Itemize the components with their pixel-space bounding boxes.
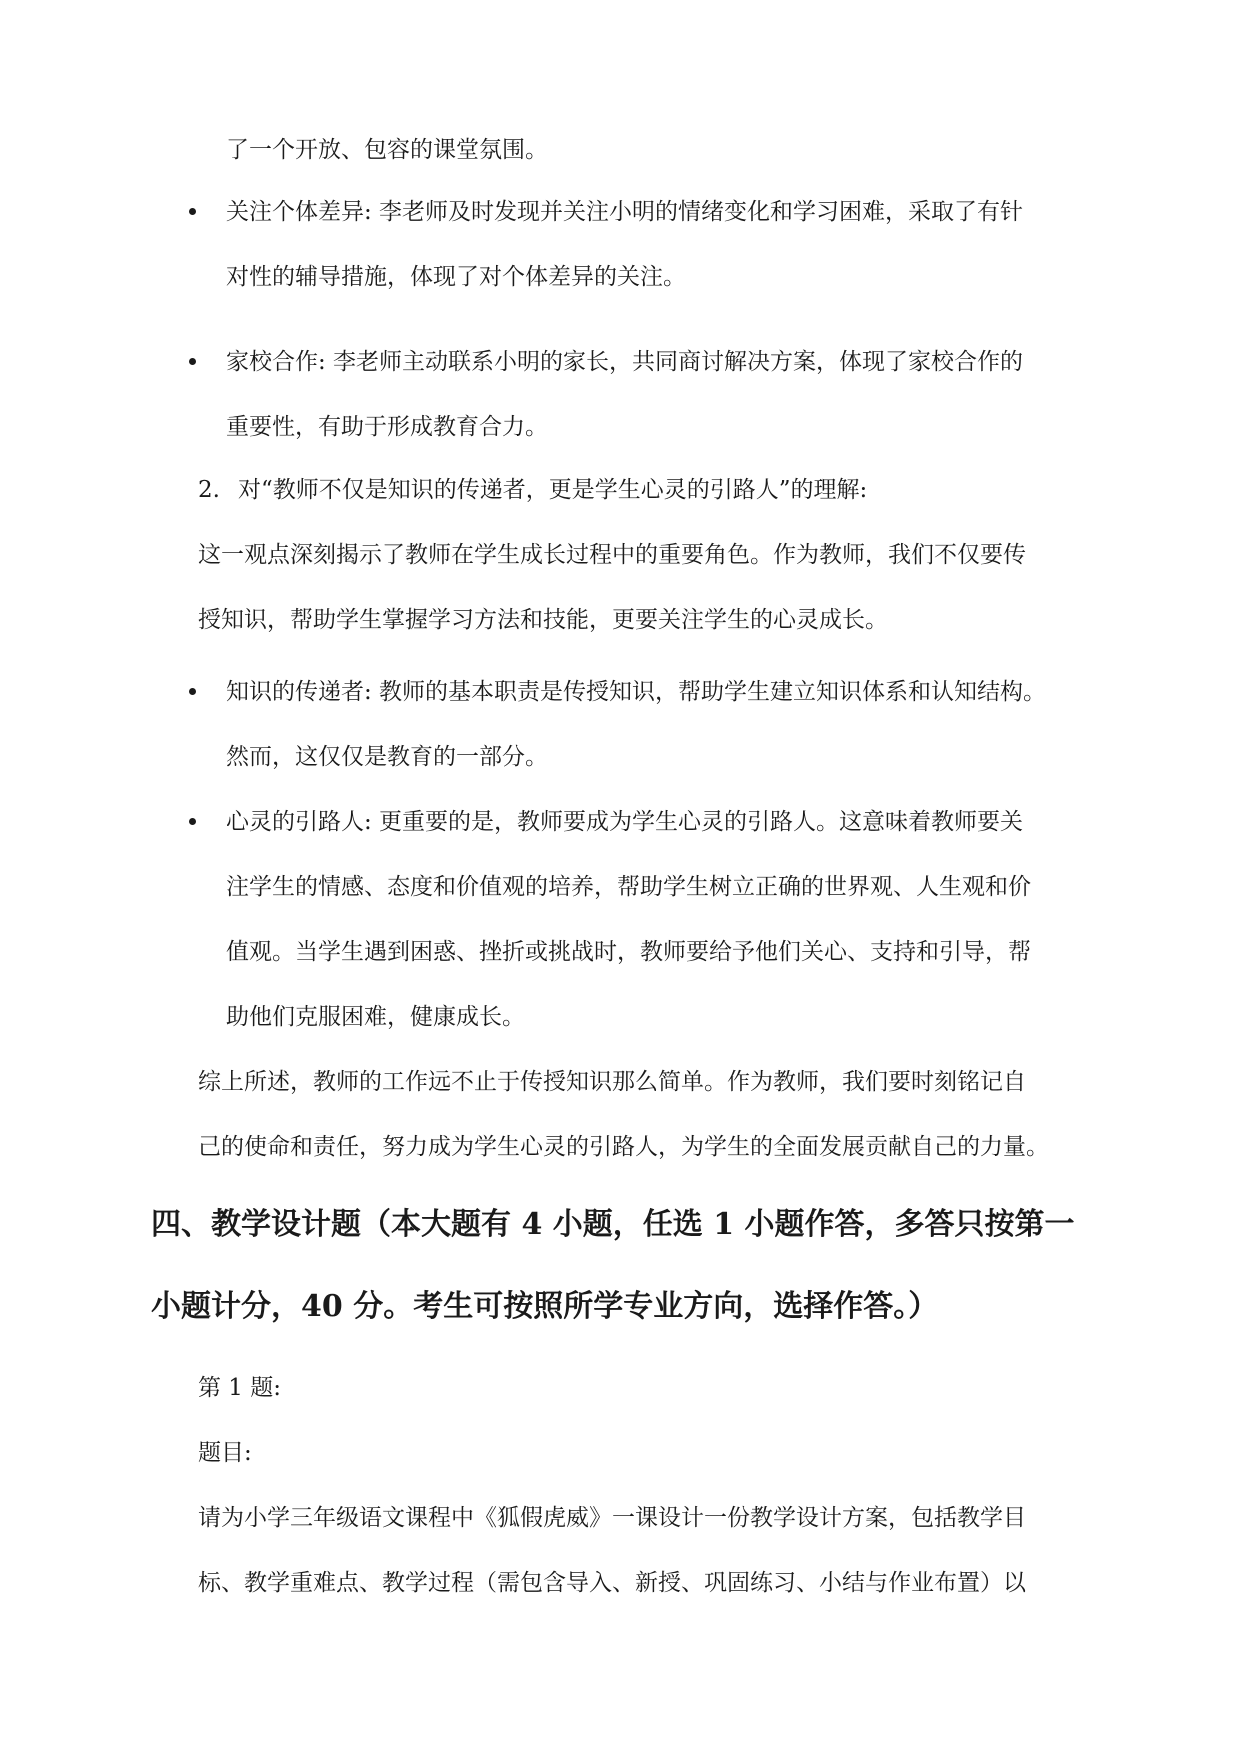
bullet-text: 对性的辅导措施，体现了对个体差异的关注。	[226, 264, 686, 290]
bullet-text: 然而，这仅仅是教育的一部分。	[226, 744, 548, 770]
bullet-text: 知识的传递者: 教师的基本职责是传授知识，帮助学生建立知识体系和认知结构。	[226, 679, 1047, 705]
summary-line: 综上所述，教师的工作远不止于传授知识那么简单。作为教师，我们要时刻铭记自	[198, 1069, 1026, 1095]
topic-label: 题目:	[198, 1440, 252, 1466]
question-text: 标、教学重难点、教学过程（需包含导入、新授、巩固练习、小结与作业布置）以	[198, 1570, 1026, 1596]
continued-line: 了一个开放、包容的课堂氛围。	[226, 137, 548, 163]
item-text: 对“教师不仅是知识的传递者，更是学生心灵的引路人”的理解:	[238, 477, 868, 503]
bullet-text: 值观。当学生遇到困惑、挫折或挑战时，教师要给予他们关心、支持和引导，帮	[226, 939, 1031, 965]
bullet-icon	[189, 208, 196, 215]
paragraph-line: 授知识，帮助学生掌握学习方法和技能，更要关注学生的心灵成长。	[198, 607, 888, 633]
question-label: 第 1 题:	[198, 1375, 282, 1401]
bullet-text: 重要性，有助于形成教育合力。	[226, 414, 548, 440]
bullet-icon	[189, 818, 196, 825]
summary-line: 己的使命和责任，努力成为学生心灵的引路人，为学生的全面发展贡献自己的力量。	[198, 1134, 1049, 1160]
section-heading: 四、教学设计题（本大题有 4 小题，任选 1 小题作答，多答只按第一	[151, 1207, 1075, 1242]
item-number: 2.	[198, 477, 220, 503]
bullet-icon	[189, 688, 196, 695]
bullet-text: 心灵的引路人: 更重要的是，教师要成为学生心灵的引路人。这意味着教师要关	[226, 809, 1024, 835]
paragraph-line: 这一观点深刻揭示了教师在学生成长过程中的重要角色。作为教师，我们不仅要传	[198, 542, 1026, 568]
bullet-text: 助他们克服困难，健康成长。	[226, 1004, 525, 1030]
bullet-text: 家校合作: 李老师主动联系小明的家长，共同商讨解决方案，体现了家校合作的	[226, 349, 1024, 375]
section-heading: 小题计分，40 分。考生可按照所学专业方向，选择作答。）	[151, 1289, 939, 1324]
bullet-icon	[189, 358, 196, 365]
bullet-text: 关注个体差异: 李老师及时发现并关注小明的情绪变化和学习困难，采取了有针	[226, 199, 1024, 225]
question-text: 请为小学三年级语文课程中《狐假虎威》一课设计一份教学设计方案，包括教学目	[198, 1505, 1026, 1531]
bullet-text: 注学生的情感、态度和价值观的培养，帮助学生树立正确的世界观、人生观和价	[226, 874, 1031, 900]
